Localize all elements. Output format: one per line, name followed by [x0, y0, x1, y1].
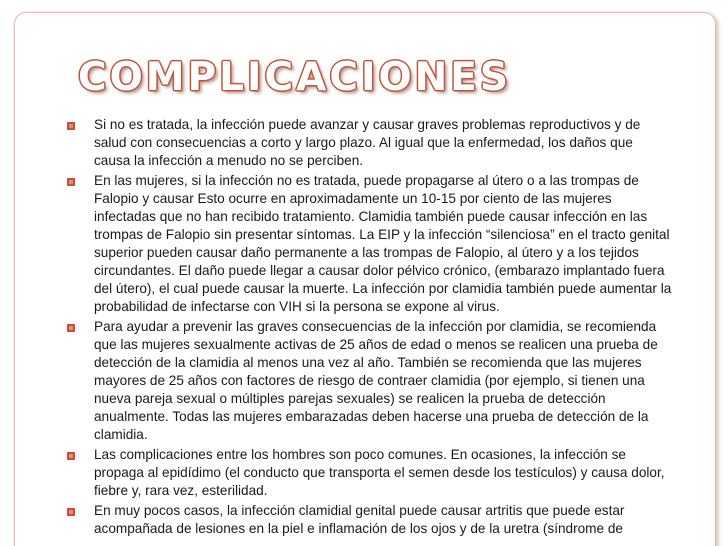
slide-title: COMPLICACIONES — [78, 55, 511, 100]
square-bullet-icon — [67, 508, 75, 516]
list-item — [67, 446, 672, 500]
list-item — [67, 116, 672, 170]
bullet-text: Para ayudar a prevenir las graves consecuencias de la infección por clamidia, se recomienda que las mujeres sexualmente activas de 25 años de edad o menos se realicen una prueba de detección de la clamidia al menos una vez al año. También se recomienda que las mujeres mayores de 25 años con factores de riesgo de contraer clamidia (por ejemplo, si tienen una nueva pareja sexual o múltiples parejas sexuales) se realicen la prueba de detección anualmente. Todas las mujeres embarazadas deben hacerse una prueba de detección de la clamidia. — [94, 319, 658, 442]
square-bullet-icon — [67, 122, 75, 130]
bullet-text: Las complicaciones entre los hombres son poco comunes. En ocasiones, la infección se propaga al epidídimo (el conducto que transporta el semen desde los testículos) y causa dolor, fiebre y, rara vez, esterilidad. — [94, 447, 665, 498]
list-item — [67, 318, 672, 444]
bullet-text: En las mujeres, si la infección no es tratada, puede propagarse al útero o a las trompas de Falopio y causar Esto ocurre en aproximadamente un 10-15 por ciento de las mujeres infectadas que no han recibido tratamiento. Clamidia también puede causar infección en las trompas de Falopio sin presentar síntomas. La EIP y la infección “silenciosa” en el tracto genital superior pueden causar daño permanente a las trompas de Falopio, al útero y a los tejidos circundantes. El daño puede llegar a causar dolor pélvico crónico, (embarazo implantado fuera del útero), el cual puede causar la muerte. La infección por clamidia también puede aumentar la probabilidad de infectarse con VIH si la persona se expone al virus. — [94, 173, 672, 314]
list-item — [67, 502, 672, 538]
list-item — [67, 172, 672, 316]
square-bullet-icon — [67, 324, 75, 332]
square-bullet-icon — [67, 452, 75, 460]
bullet-list — [67, 116, 672, 540]
bullet-text: Si no es tratada, la infección puede avanzar y causar graves problemas reproductivos y de salud con consecuencias a corto y largo plazo. Al igual que la enfermedad, los daños que causa la infección a menudo no se perciben. — [94, 117, 641, 168]
square-bullet-icon — [67, 178, 75, 186]
bullet-text: En muy pocos casos, la infección clamidial genital puede causar artritis que puede estar acompañada de lesiones en la piel e inflamación de los ojos y de la uretra (síndrome de — [94, 503, 625, 536]
